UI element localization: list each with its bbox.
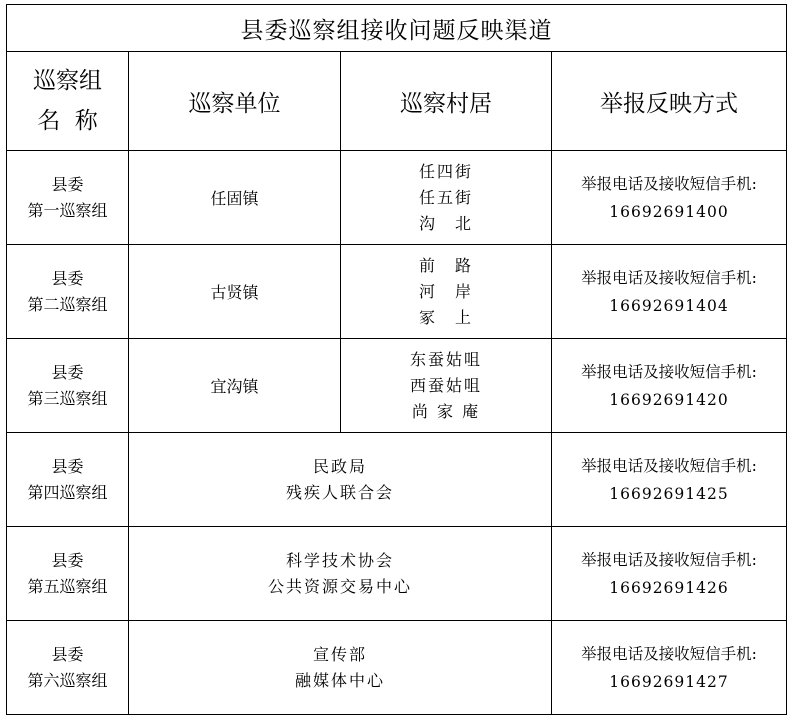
- table-title: 县委巡察组接收问题反映渠道: [7, 5, 787, 52]
- village-item: 沟 北: [418, 213, 473, 233]
- group-line2: 第五巡察组: [27, 576, 108, 596]
- group-line2: 第四巡察组: [27, 482, 108, 502]
- unit-cell: 宜沟镇: [129, 339, 341, 433]
- report-label: 举报电话及接收短信手机:: [581, 268, 757, 287]
- village-item: 尚 家 庵: [411, 401, 481, 421]
- unit-merged-cell: [129, 621, 552, 715]
- group-line2: 第一巡察组: [27, 200, 108, 220]
- header-report: 举报反映方式: [552, 52, 787, 151]
- unit-merged-cell: [129, 527, 552, 621]
- village-item: 任四街: [418, 161, 473, 181]
- unit-item: 残疾人联合会: [285, 482, 394, 502]
- village-cell: [341, 151, 552, 245]
- report-phone: 16692691404: [609, 296, 729, 315]
- header-group-line2: 名 称: [37, 108, 98, 134]
- unit-item: 融媒体中心: [294, 670, 385, 690]
- group-name-cell: [7, 621, 129, 715]
- report-phone: 16692691427: [609, 672, 729, 691]
- village-cell: [341, 245, 552, 339]
- unit-item: 科学技术协会: [285, 550, 394, 570]
- table-row: [7, 339, 787, 433]
- report-cell: [552, 433, 787, 527]
- group-line1: 县委: [51, 362, 84, 382]
- village-item: 前 路: [418, 255, 473, 275]
- village-item: 西蚕姑咀: [409, 375, 482, 395]
- table-row: [7, 245, 787, 339]
- report-label: 举报电话及接收短信手机:: [581, 362, 757, 381]
- unit-item: 民政局: [312, 456, 367, 476]
- report-label: 举报电话及接收短信手机:: [581, 456, 757, 475]
- group-line1: 县委: [51, 456, 84, 476]
- unit-merged-cell: [129, 433, 552, 527]
- report-phone: 16692691425: [609, 484, 729, 503]
- report-cell: [552, 339, 787, 433]
- table-row: [7, 433, 787, 527]
- report-label: 举报电话及接收短信手机:: [581, 174, 757, 193]
- report-cell: [552, 151, 787, 245]
- header-group-name: [7, 52, 129, 151]
- group-name-cell: [7, 151, 129, 245]
- village-item: 冢 上: [418, 307, 473, 327]
- report-label: 举报电话及接收短信手机:: [581, 550, 757, 569]
- group-name-cell: [7, 245, 129, 339]
- report-phone: 16692691426: [609, 578, 729, 597]
- unit-cell: 古贤镇: [129, 245, 341, 339]
- village-cell: [341, 339, 552, 433]
- report-phone: 16692691420: [609, 390, 729, 409]
- header-unit: 巡察单位: [129, 52, 341, 151]
- header-village: 巡察村居: [341, 52, 552, 151]
- group-line2: 第六巡察组: [27, 670, 108, 690]
- group-line1: 县委: [51, 550, 84, 570]
- report-label: 举报电话及接收短信手机:: [581, 644, 757, 663]
- header-group-line1: 巡察组: [33, 68, 102, 94]
- report-cell: [552, 621, 787, 715]
- group-name-cell: [7, 339, 129, 433]
- group-name-cell: [7, 527, 129, 621]
- table-row: [7, 621, 787, 715]
- village-item: 东蚕姑咀: [409, 349, 482, 369]
- report-phone: 16692691400: [609, 202, 729, 221]
- group-line2: 第三巡察组: [27, 388, 108, 408]
- unit-item: 宣传部: [312, 644, 367, 664]
- group-line1: 县委: [51, 174, 84, 194]
- group-line1: 县委: [51, 268, 84, 288]
- group-name-cell: [7, 433, 129, 527]
- group-line2: 第二巡察组: [27, 294, 108, 314]
- village-item: 任五街: [418, 187, 473, 207]
- village-item: 河 岸: [418, 281, 473, 301]
- table-row: [7, 527, 787, 621]
- report-cell: [552, 527, 787, 621]
- unit-item: 公共资源交易中心: [267, 576, 412, 596]
- table-row: [7, 151, 787, 245]
- inspection-channels-table: [6, 4, 787, 715]
- group-line1: 县委: [51, 644, 84, 664]
- report-cell: [552, 245, 787, 339]
- unit-cell: 任固镇: [129, 151, 341, 245]
